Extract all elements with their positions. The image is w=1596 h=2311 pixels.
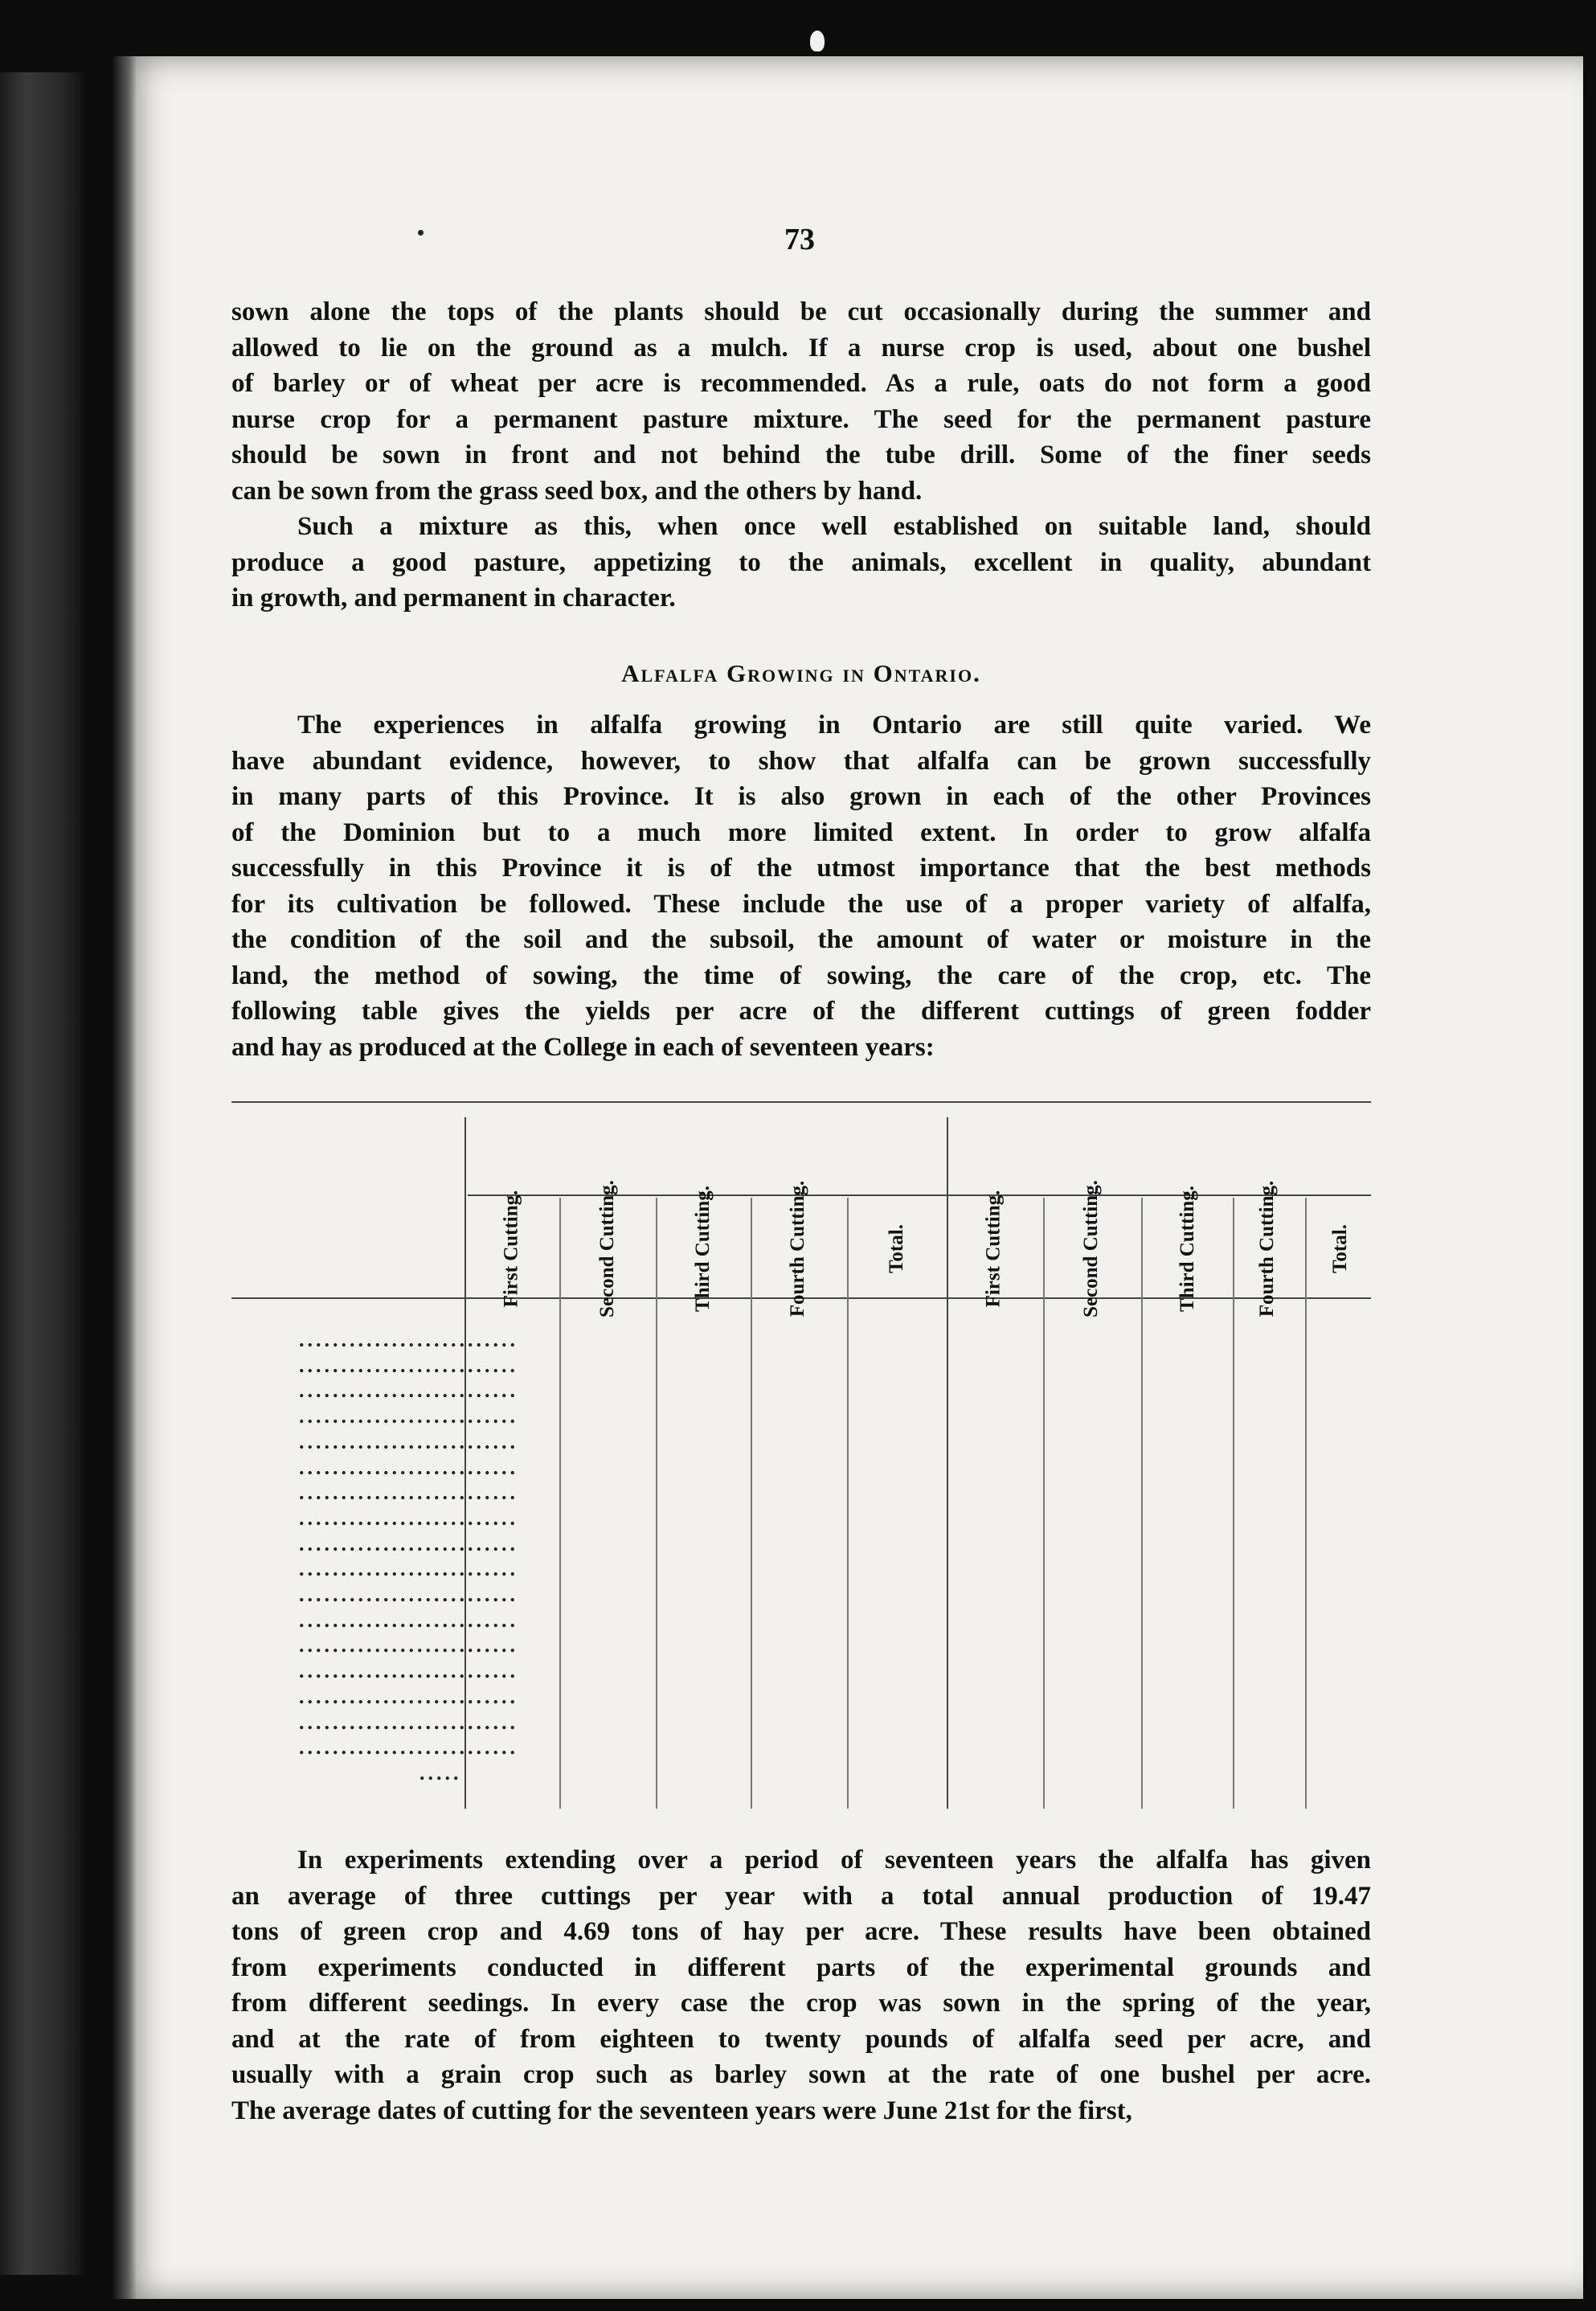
column-header-label: Second Cutting.	[595, 1179, 618, 1317]
text-line: land, the method of sowing, the time of sowing, the care of the crop, etc. The	[231, 961, 1371, 990]
column-header-label: Total.	[885, 1223, 907, 1273]
column-header-label: Fourth Cutting.	[1256, 1180, 1279, 1317]
column-divider	[1043, 1198, 1045, 1809]
leader-dots: ..........................	[299, 1557, 518, 1580]
column-header-label: Second Cutting.	[1079, 1179, 1102, 1317]
column-divider	[1305, 1198, 1307, 1809]
text-line: Such a mixture as this, when once well established on suitable land, should	[297, 512, 1371, 541]
leader-dots: ..........................	[299, 1404, 518, 1428]
text-line: have abundant evidence, however, to show that alfalfa can be grown successfully	[231, 746, 1371, 776]
text-line: The experiences in alfalfa growing in Ontario are still quite varied. We	[297, 711, 1371, 740]
column-header	[969, 1190, 1017, 1307]
text-line: the condition of the soil and the subsoil, the amount of water or moisture in the	[231, 925, 1371, 954]
column-divider	[751, 1198, 752, 1809]
column-header	[583, 1179, 631, 1317]
paragraph-experiment-results	[231, 1842, 1371, 2129]
column-header	[1243, 1180, 1291, 1317]
column-divider	[1141, 1198, 1143, 1809]
column-header	[774, 1180, 822, 1317]
column-header-label: Third Cutting.	[1176, 1185, 1198, 1312]
column-divider	[1233, 1198, 1234, 1809]
paragraph-pasture-sowing	[231, 294, 1371, 509]
column-header	[678, 1185, 726, 1312]
column-header	[1316, 1201, 1364, 1296]
paragraph-mixture-result	[231, 509, 1371, 617]
leader-dots: ..........................	[299, 1685, 518, 1708]
column-divider	[847, 1198, 849, 1809]
column-header-label: Third Cutting.	[691, 1185, 714, 1312]
text-line: sown alone the tops of the plants should be cut occasionally during the summer and	[231, 297, 1371, 326]
text-line: of barley or of wheat per acre is recommended. As a rule, oats do not form a good	[231, 369, 1371, 398]
text-line: in many parts of this Province. It is also grown in each of the other Provinces	[231, 782, 1371, 811]
text-line: allowed to lie on the ground as a mulch. If a nurse crop is used, about one bushel	[231, 333, 1371, 363]
text-line: of the Dominion but to a much more limited extent. In order to grow alfalfa	[231, 817, 1371, 847]
scan-mark	[810, 31, 825, 51]
text-line: usually with a grain crop such as barley sown at the rate of one bushel per acre.	[231, 2060, 1371, 2089]
leader-dots: ..........................	[299, 1659, 518, 1682]
column-divider	[656, 1198, 657, 1809]
table-top-rule	[231, 1101, 1371, 1103]
text-line: in growth, and permanent in character.	[231, 584, 676, 613]
text-line: successfully in this Province it is of the utmost importance that the best methods	[231, 854, 1371, 883]
leader-dots: ..........................	[299, 1711, 518, 1734]
page-number: 73	[784, 223, 815, 256]
leader-dots: ..........................	[299, 1481, 518, 1504]
text-line: for its cultivation be followed. These include the use of a proper variety of alfalfa,	[231, 889, 1371, 919]
leader-dots: ..........................	[299, 1583, 518, 1606]
text-line: produce a good pasture, appetizing to the animals, excellent in quality, abundant	[231, 547, 1371, 577]
text-line: from experiments conducted in different parts of the experimental grounds and	[231, 1952, 1371, 1982]
column-header	[872, 1201, 920, 1296]
text-line: and hay as produced at the College in each of seventeen years:	[231, 1032, 935, 1062]
text-line: The average dates of cutting for the seventeen years were June 21st for the first,	[231, 2096, 1132, 2125]
text-line: In experiments extending over a period of seventeen years the alfalfa has given	[297, 1846, 1371, 1875]
column-header	[1066, 1179, 1115, 1317]
green-hay-divider	[947, 1117, 948, 1809]
text-line: following table gives the yields per acre of the different cuttings of green fodder	[231, 997, 1371, 1026]
leader-dots: .....	[419, 1761, 462, 1784]
column-divider	[559, 1198, 561, 1809]
leader-dots: ..........................	[299, 1633, 518, 1657]
facing-page-edge	[0, 72, 84, 2275]
leader-dots: ..........................	[299, 1328, 518, 1351]
page-gutter-shadow	[113, 56, 137, 2299]
leader-dots: ..........................	[299, 1456, 518, 1479]
text-line: nurse crop for a permanent pasture mixture. The seed for the permanent pasture	[231, 404, 1371, 434]
column-header	[1163, 1185, 1211, 1312]
column-header-label: Fourth Cutting.	[787, 1180, 809, 1317]
leader-dots: ..........................	[299, 1532, 518, 1555]
text-line: an average of three cuttings per year with a total annual production of 19.47	[231, 1881, 1371, 1911]
column-header	[487, 1190, 535, 1307]
column-header-label: Total.	[1328, 1223, 1351, 1273]
ink-dot	[418, 230, 424, 236]
text-line: can be sown from the grass seed box, and the others by hand.	[231, 476, 923, 506]
section-heading: Alfalfa Growing in Ontario.	[621, 659, 981, 687]
leader-dots: ..........................	[299, 1608, 518, 1632]
column-header-label: First Cutting.	[982, 1190, 1005, 1307]
text-line: and at the rate of from eighteen to twenty pounds of alfalfa seed per acre, and	[231, 2024, 1371, 2054]
leader-dots: ..........................	[299, 1379, 518, 1402]
leader-dots: ..........................	[299, 1506, 518, 1530]
leader-dots: ..........................	[299, 1354, 518, 1377]
leader-dots: ..........................	[299, 1430, 518, 1453]
column-header-label: First Cutting.	[500, 1190, 522, 1307]
text-line: tons of green crop and 4.69 tons of hay per acre. These results have been obtained	[231, 1917, 1371, 1946]
text-line: should be sown in front and not behind the tube drill. Some of the finer seeds	[231, 440, 1371, 469]
text-line: from different seedings. In every case the crop was sown in the spring of the year,	[231, 1989, 1371, 2018]
leader-dots: ..........................	[299, 1735, 518, 1759]
paragraph-alfalfa-intro	[231, 707, 1371, 1065]
